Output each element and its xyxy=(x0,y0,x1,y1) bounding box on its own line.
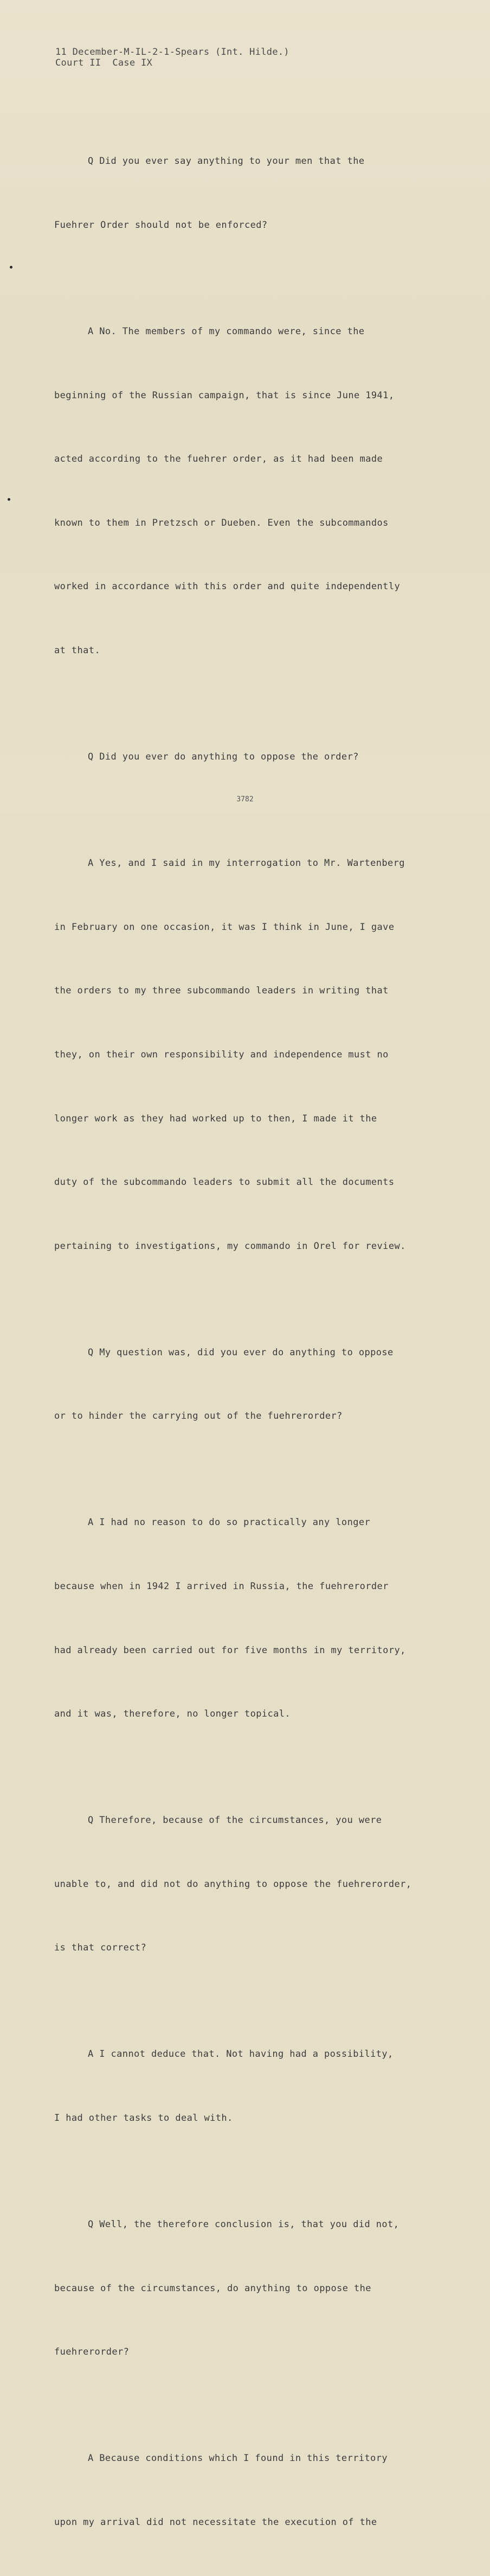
text-line: upon my arrival did not necessitate the execution of the xyxy=(54,2516,377,2528)
text-line: or to hinder the carrying out of the fuehrerorder? xyxy=(54,1411,343,1422)
page-number: 3782 xyxy=(236,795,254,804)
transcript-paragraph xyxy=(54,2406,455,2576)
text-line: is that correct? xyxy=(54,1942,147,1954)
binding-hole-mark xyxy=(8,498,10,501)
text-line: known to them in Pretzsch or Dueben. Even the subcommandos xyxy=(54,517,389,528)
text-line: Q Therefore, because of the circumstances, you were xyxy=(88,1815,382,1826)
text-line: at that. xyxy=(54,645,101,656)
transcript-paragraph xyxy=(54,2001,455,2172)
text-line: I had other tasks to deal with. xyxy=(54,2113,233,2124)
text-line: A I had no reason to do so practically any longer xyxy=(88,1517,371,1528)
text-line: fuehrerorder? xyxy=(54,2347,130,2358)
text-line: worked in accordance with this order and quite independently xyxy=(54,581,401,592)
text-line: Q Did you ever say anything to your men that the xyxy=(88,156,365,167)
transcript-paragraph xyxy=(54,811,455,1300)
transcript-paragraph xyxy=(54,2172,455,2406)
text-line: A Because conditions which I found in this territory xyxy=(88,2453,388,2464)
text-line: because when in 1942 I arrived in Russia, the fuehrerorder xyxy=(54,1581,389,1592)
text-line: pertaining to investigations, my commando in Orel for review. xyxy=(54,1240,406,1252)
text-line: the orders to my three subcommando leaders in writing that xyxy=(54,985,389,997)
text-line: acted according to the fuehrer order, as it had been made xyxy=(54,454,383,465)
text-line: A I cannot deduce that. Not having had a possibility, xyxy=(88,2049,394,2060)
text-line: A No. The members of my commando were, since the xyxy=(88,326,365,337)
text-line: A Yes, and I said in my interrogation to Mr. Wartenberg xyxy=(88,858,405,869)
transcript-paragraph xyxy=(54,109,455,279)
text-line: longer work as they had worked up to then, I made it the xyxy=(54,1113,377,1124)
text-line: they, on their own responsibility and independence must no xyxy=(54,1049,389,1060)
transcript-paragraph xyxy=(54,1470,455,1768)
text-line: had already been carried out for five months in my territory, xyxy=(54,1644,406,1656)
text-line: and it was, therefore, no longer topical. xyxy=(54,1708,291,1720)
header-line-2: Court II Case IX xyxy=(55,58,153,68)
transcript-paragraph xyxy=(54,1299,455,1470)
text-line: Q Well, the therefore conclusion is, that you did not, xyxy=(88,2219,399,2230)
transcript-paragraph xyxy=(54,279,455,704)
text-line: unable to, and did not do anything to oppose the fuehrerorder, xyxy=(54,1878,412,1890)
header-line-1: 11 December-M-IL-2-1-Spears (Int. Hilde.) xyxy=(55,47,289,58)
text-line: in February on one occasion, it was I think in June, I gave xyxy=(54,921,395,933)
transcript-body xyxy=(54,109,455,2576)
text-line: Q Did you ever do anything to oppose the order? xyxy=(88,751,359,763)
text-line: beginning of the Russian campaign, that is since June 1941, xyxy=(54,390,395,401)
transcript-paragraph xyxy=(54,704,455,811)
text-line: Q My question was, did you ever do anything to oppose xyxy=(88,1347,394,1358)
transcript-paragraph xyxy=(54,1768,455,2001)
document-header xyxy=(55,47,289,68)
text-line: Fuehrer Order should not be enforced? xyxy=(54,220,268,231)
binding-hole-mark xyxy=(10,266,12,269)
text-line: duty of the subcommando leaders to submit all the documents xyxy=(54,1177,395,1188)
text-line: because of the circumstances, do anything to oppose the xyxy=(54,2282,371,2294)
